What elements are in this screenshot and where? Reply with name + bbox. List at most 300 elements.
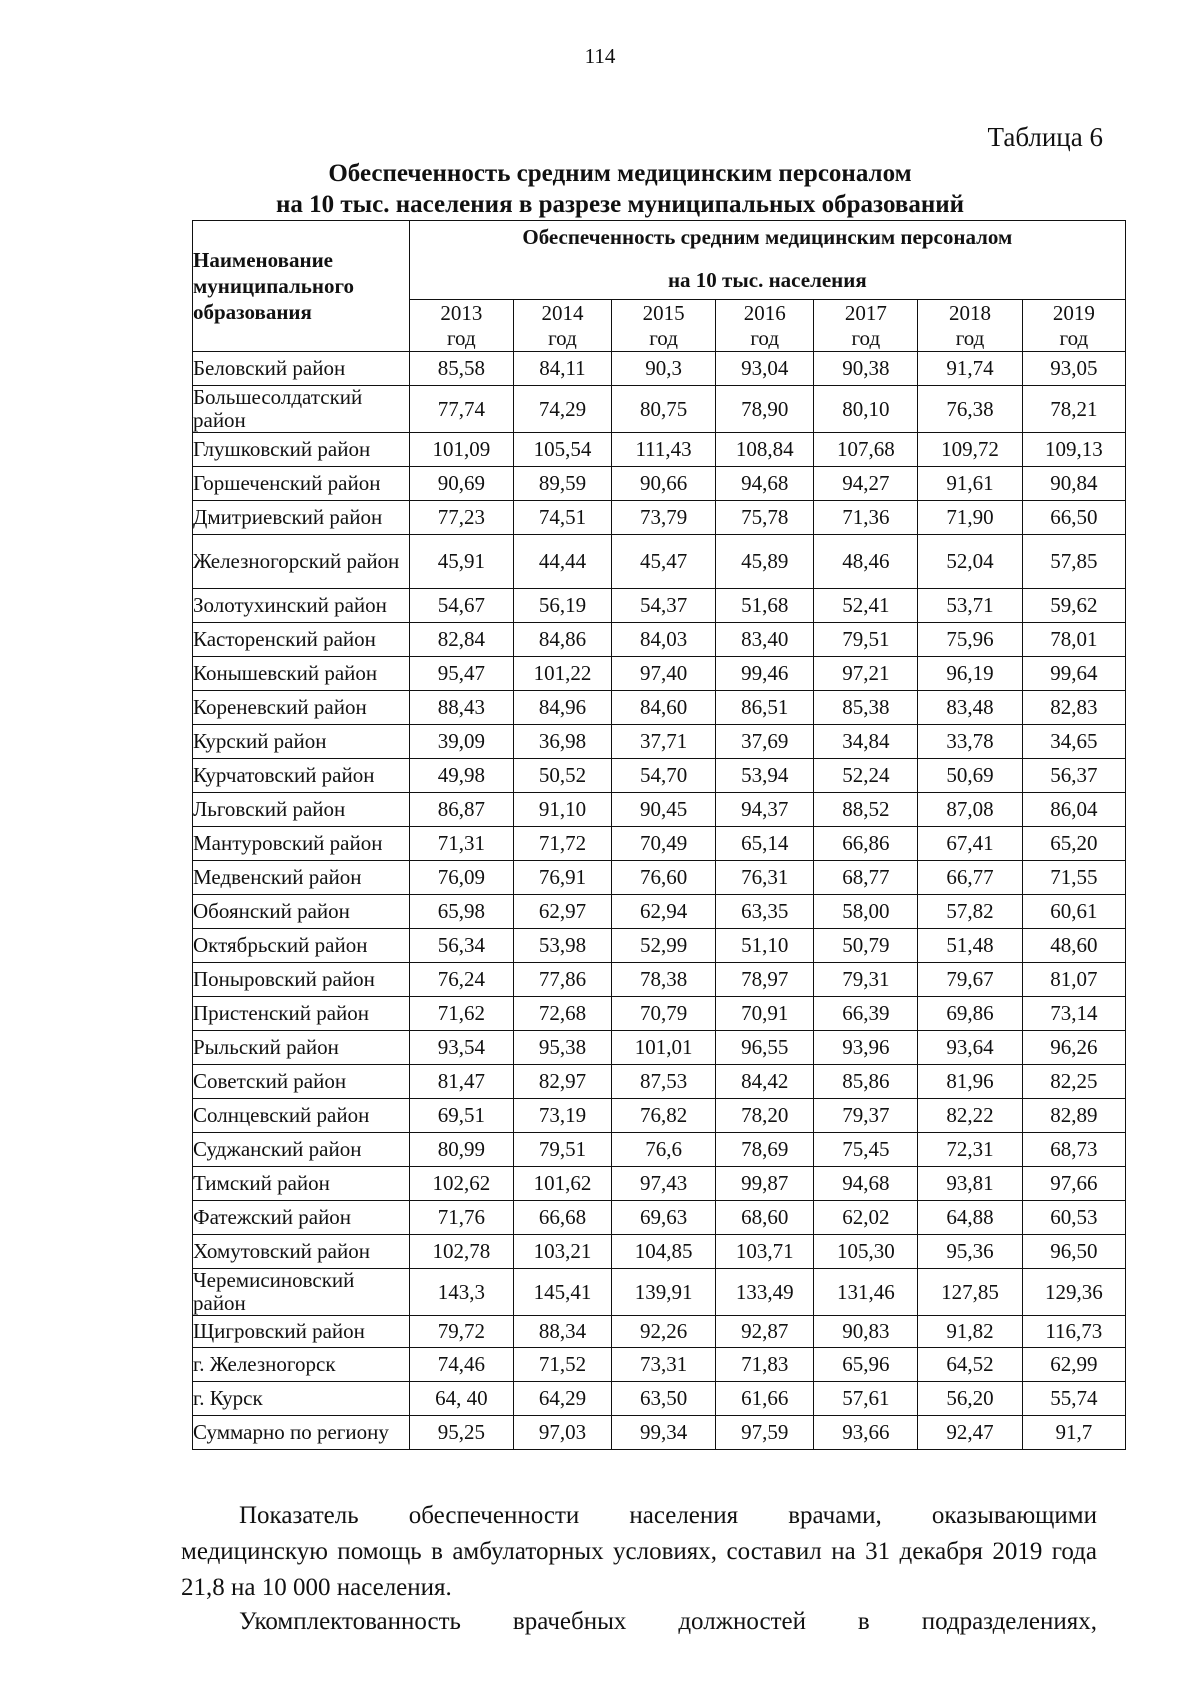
table-row <box>193 535 1126 589</box>
coverage-value: 66,39 <box>814 997 918 1031</box>
coverage-value: 53,94 <box>716 759 814 793</box>
coverage-value: 79,72 <box>409 1316 513 1348</box>
coverage-value: 82,22 <box>918 1099 1022 1133</box>
year-header: 2019 год <box>1022 300 1125 352</box>
coverage-value: 143,3 <box>409 1269 513 1316</box>
coverage-value: 48,60 <box>1022 929 1125 963</box>
coverage-value: 62,02 <box>814 1201 918 1235</box>
coverage-value: 93,96 <box>814 1031 918 1065</box>
coverage-value: 57,61 <box>814 1382 918 1416</box>
coverage-value: 90,66 <box>611 467 715 501</box>
coverage-value: 52,41 <box>814 589 918 623</box>
paragraph-outpatient-doctors <box>181 1498 1097 1606</box>
coverage-value: 87,53 <box>611 1065 715 1099</box>
coverage-value: 73,31 <box>611 1348 715 1382</box>
coverage-value: 103,71 <box>716 1235 814 1269</box>
coverage-value: 53,71 <box>918 589 1022 623</box>
coverage-value: 48,46 <box>814 535 918 589</box>
coverage-value: 56,20 <box>918 1382 1022 1416</box>
coverage-value: 133,49 <box>716 1269 814 1316</box>
coverage-value: 64,29 <box>513 1382 611 1416</box>
coverage-value: 95,47 <box>409 657 513 691</box>
district-name: Льговский район <box>193 793 410 827</box>
coverage-value: 73,19 <box>513 1099 611 1133</box>
coverage-value: 88,43 <box>409 691 513 725</box>
coverage-value: 78,97 <box>716 963 814 997</box>
coverage-value: 68,60 <box>716 1201 814 1235</box>
table-row <box>193 1167 1126 1201</box>
coverage-value: 90,38 <box>814 352 918 386</box>
coverage-value: 93,81 <box>918 1167 1022 1201</box>
coverage-value: 37,71 <box>611 725 715 759</box>
coverage-value: 109,72 <box>918 433 1022 467</box>
coverage-value: 87,08 <box>918 793 1022 827</box>
coverage-value: 107,68 <box>814 433 918 467</box>
coverage-value: 80,75 <box>611 386 715 433</box>
coverage-value: 127,85 <box>918 1269 1022 1316</box>
coverage-value: 78,21 <box>1022 386 1125 433</box>
district-name: Железногорский район <box>193 535 410 589</box>
district-name: Глушковский район <box>193 433 410 467</box>
table-title <box>190 158 1050 220</box>
coverage-value: 94,37 <box>716 793 814 827</box>
coverage-value: 51,10 <box>716 929 814 963</box>
district-name: Большесолдатский район <box>193 386 410 433</box>
coverage-value: 60,53 <box>1022 1201 1125 1235</box>
table-row <box>193 1201 1126 1235</box>
table-row <box>193 1065 1126 1099</box>
coverage-value: 36,98 <box>513 725 611 759</box>
coverage-value: 79,31 <box>814 963 918 997</box>
coverage-value: 63,35 <box>716 895 814 929</box>
coverage-value: 91,7 <box>1022 1416 1125 1450</box>
coverage-value: 92,47 <box>918 1416 1022 1450</box>
table-row <box>193 1235 1126 1269</box>
coverage-value: 80,10 <box>814 386 918 433</box>
district-name: Дмитриевский район <box>193 501 410 535</box>
coverage-value: 74,29 <box>513 386 611 433</box>
coverage-value: 81,47 <box>409 1065 513 1099</box>
coverage-value: 69,51 <box>409 1099 513 1133</box>
coverage-value: 54,70 <box>611 759 715 793</box>
coverage-value: 111,43 <box>611 433 715 467</box>
coverage-value: 72,31 <box>918 1133 1022 1167</box>
coverage-value: 66,86 <box>814 827 918 861</box>
district-name: Фатежский район <box>193 1201 410 1235</box>
coverage-value: 102,78 <box>409 1235 513 1269</box>
coverage-value: 78,01 <box>1022 623 1125 657</box>
table-row <box>193 691 1126 725</box>
coverage-group-header-line1: Обеспеченность средним медицинским персоналом <box>522 225 1013 249</box>
district-name: Конышевский район <box>193 657 410 691</box>
coverage-value: 63,50 <box>611 1382 715 1416</box>
coverage-value: 85,58 <box>409 352 513 386</box>
district-name: Пристенский район <box>193 997 410 1031</box>
year-header: 2015 год <box>611 300 715 352</box>
coverage-value: 76,6 <box>611 1133 715 1167</box>
district-name: г. Курск <box>193 1382 410 1416</box>
coverage-value: 68,73 <box>1022 1133 1125 1167</box>
coverage-value: 96,26 <box>1022 1031 1125 1065</box>
coverage-value: 52,04 <box>918 535 1022 589</box>
coverage-value: 78,20 <box>716 1099 814 1133</box>
coverage-value: 66,68 <box>513 1201 611 1235</box>
coverage-value: 44,44 <box>513 535 611 589</box>
year-header: 2016 год <box>716 300 814 352</box>
coverage-value: 96,19 <box>918 657 1022 691</box>
coverage-value: 71,72 <box>513 827 611 861</box>
table-row <box>193 1348 1126 1382</box>
coverage-value: 73,79 <box>611 501 715 535</box>
coverage-value: 82,89 <box>1022 1099 1125 1133</box>
coverage-value: 82,25 <box>1022 1065 1125 1099</box>
coverage-value: 66,50 <box>1022 501 1125 535</box>
coverage-value: 79,37 <box>814 1099 918 1133</box>
coverage-value: 51,48 <box>918 929 1022 963</box>
coverage-value: 77,86 <box>513 963 611 997</box>
coverage-value: 101,09 <box>409 433 513 467</box>
coverage-value: 75,45 <box>814 1133 918 1167</box>
coverage-value: 60,61 <box>1022 895 1125 929</box>
coverage-value: 76,24 <box>409 963 513 997</box>
coverage-value: 95,36 <box>918 1235 1022 1269</box>
coverage-value: 90,69 <box>409 467 513 501</box>
coverage-value: 57,85 <box>1022 535 1125 589</box>
coverage-value: 84,86 <box>513 623 611 657</box>
coverage-value: 96,55 <box>716 1031 814 1065</box>
district-name: Золотухинский район <box>193 589 410 623</box>
coverage-value: 50,69 <box>918 759 1022 793</box>
district-name: Щигровский район <box>193 1316 410 1348</box>
table-row <box>193 1316 1126 1348</box>
coverage-value: 76,60 <box>611 861 715 895</box>
coverage-value: 90,84 <box>1022 467 1125 501</box>
coverage-value: 105,30 <box>814 1235 918 1269</box>
year-header: 2013 год <box>409 300 513 352</box>
year-header: 2018 год <box>918 300 1022 352</box>
coverage-value: 116,73 <box>1022 1316 1125 1348</box>
coverage-value: 91,10 <box>513 793 611 827</box>
coverage-value: 61,66 <box>716 1382 814 1416</box>
coverage-value: 93,66 <box>814 1416 918 1450</box>
year-header: 2014 год <box>513 300 611 352</box>
coverage-value: 79,67 <box>918 963 1022 997</box>
coverage-value: 94,27 <box>814 467 918 501</box>
table-row <box>193 963 1126 997</box>
coverage-value: 54,67 <box>409 589 513 623</box>
coverage-value: 94,68 <box>814 1167 918 1201</box>
coverage-value: 81,07 <box>1022 963 1125 997</box>
coverage-value: 99,34 <box>611 1416 715 1450</box>
coverage-value: 71,76 <box>409 1201 513 1235</box>
coverage-value: 104,85 <box>611 1235 715 1269</box>
coverage-value: 101,01 <box>611 1031 715 1065</box>
district-name: Беловский район <box>193 352 410 386</box>
coverage-value: 105,54 <box>513 433 611 467</box>
district-name: Кореневский район <box>193 691 410 725</box>
coverage-value: 84,42 <box>716 1065 814 1099</box>
coverage-value: 91,74 <box>918 352 1022 386</box>
coverage-value: 93,05 <box>1022 352 1125 386</box>
paragraph-staffing: Укомплектованность врачебных должностей в подразделениях, <box>239 1608 1097 1635</box>
coverage-value: 93,64 <box>918 1031 1022 1065</box>
coverage-value: 72,68 <box>513 997 611 1031</box>
district-name: г. Железногорск <box>193 1348 410 1382</box>
table-row <box>193 501 1126 535</box>
coverage-value: 71,36 <box>814 501 918 535</box>
coverage-value: 79,51 <box>814 623 918 657</box>
paragraph-outpatient-doctors-rest: медицинскую помощь в амбулаторных условиях, составил на 31 декабря 2019 года 21,8 на 10 000 населения. <box>181 1538 1097 1601</box>
coverage-value: 89,59 <box>513 467 611 501</box>
coverage-value: 37,69 <box>716 725 814 759</box>
coverage-value: 68,77 <box>814 861 918 895</box>
coverage-value: 45,91 <box>409 535 513 589</box>
coverage-value: 79,51 <box>513 1133 611 1167</box>
coverage-value: 109,13 <box>1022 433 1125 467</box>
table-row <box>193 759 1126 793</box>
coverage-value: 78,90 <box>716 386 814 433</box>
district-name: Советский район <box>193 1065 410 1099</box>
coverage-value: 82,97 <box>513 1065 611 1099</box>
table-row <box>193 725 1126 759</box>
coverage-value: 64,88 <box>918 1201 1022 1235</box>
coverage-value: 96,50 <box>1022 1235 1125 1269</box>
district-name: Курский район <box>193 725 410 759</box>
coverage-value: 76,31 <box>716 861 814 895</box>
coverage-value: 88,52 <box>814 793 918 827</box>
coverage-value: 65,98 <box>409 895 513 929</box>
coverage-value: 52,24 <box>814 759 918 793</box>
coverage-value: 108,84 <box>716 433 814 467</box>
table-row <box>193 433 1126 467</box>
coverage-value: 77,74 <box>409 386 513 433</box>
coverage-value: 129,36 <box>1022 1269 1125 1316</box>
coverage-value: 83,40 <box>716 623 814 657</box>
coverage-value: 71,55 <box>1022 861 1125 895</box>
table-row <box>193 827 1126 861</box>
coverage-value: 80,99 <box>409 1133 513 1167</box>
coverage-value: 54,37 <box>611 589 715 623</box>
coverage-value: 78,38 <box>611 963 715 997</box>
coverage-value: 62,97 <box>513 895 611 929</box>
coverage-value: 67,41 <box>918 827 1022 861</box>
coverage-value: 97,43 <box>611 1167 715 1201</box>
coverage-value: 84,11 <box>513 352 611 386</box>
district-name-header: Наименование муниципального образования <box>193 221 410 352</box>
coverage-value: 64, 40 <box>409 1382 513 1416</box>
coverage-value: 56,34 <box>409 929 513 963</box>
table-label: Таблица 6 <box>987 122 1103 152</box>
table-row <box>193 467 1126 501</box>
coverage-value: 65,14 <box>716 827 814 861</box>
district-name: Медвенский район <box>193 861 410 895</box>
coverage-value: 70,91 <box>716 997 814 1031</box>
coverage-group-header <box>409 221 1125 300</box>
coverage-value: 45,89 <box>716 535 814 589</box>
coverage-value: 71,83 <box>716 1348 814 1382</box>
paragraph-outpatient-doctors-line1: Показатель обеспеченности населения врачами, оказывающими <box>239 1502 1097 1529</box>
table-row <box>193 1269 1126 1316</box>
table-row <box>193 861 1126 895</box>
table-row <box>193 1099 1126 1133</box>
coverage-value: 82,84 <box>409 623 513 657</box>
coverage-value: 88,34 <box>513 1316 611 1348</box>
table-row <box>193 386 1126 433</box>
district-name: Рыльский район <box>193 1031 410 1065</box>
coverage-value: 56,19 <box>513 589 611 623</box>
coverage-value: 39,09 <box>409 725 513 759</box>
coverage-value: 102,62 <box>409 1167 513 1201</box>
coverage-value: 51,68 <box>716 589 814 623</box>
table-row <box>193 1416 1126 1450</box>
coverage-value: 34,65 <box>1022 725 1125 759</box>
coverage-value: 139,91 <box>611 1269 715 1316</box>
coverage-value: 71,90 <box>918 501 1022 535</box>
coverage-value: 50,79 <box>814 929 918 963</box>
district-name: Солнцевский район <box>193 1099 410 1133</box>
coverage-value: 90,45 <box>611 793 715 827</box>
coverage-value: 49,98 <box>409 759 513 793</box>
page-number: 114 <box>584 44 616 68</box>
coverage-value: 92,87 <box>716 1316 814 1348</box>
coverage-value: 64,52 <box>918 1348 1022 1382</box>
coverage-value: 50,52 <box>513 759 611 793</box>
district-name: Октябрьский район <box>193 929 410 963</box>
year-header: 2017 год <box>814 300 918 352</box>
coverage-value: 69,86 <box>918 997 1022 1031</box>
table-row <box>193 657 1126 691</box>
coverage-value: 86,51 <box>716 691 814 725</box>
coverage-value: 93,04 <box>716 352 814 386</box>
coverage-value: 86,87 <box>409 793 513 827</box>
coverage-value: 84,96 <box>513 691 611 725</box>
district-name: Хомутовский район <box>193 1235 410 1269</box>
coverage-value: 92,26 <box>611 1316 715 1348</box>
coverage-value: 90,83 <box>814 1316 918 1348</box>
table-row <box>193 1031 1126 1065</box>
table-row <box>193 1382 1126 1416</box>
table-row <box>193 1133 1126 1167</box>
table-row <box>193 793 1126 827</box>
district-name: Суджанский район <box>193 1133 410 1167</box>
coverage-value: 83,48 <box>918 691 1022 725</box>
coverage-value: 75,78 <box>716 501 814 535</box>
coverage-value: 94,68 <box>716 467 814 501</box>
coverage-value: 90,3 <box>611 352 715 386</box>
coverage-value: 76,82 <box>611 1099 715 1133</box>
coverage-value: 99,87 <box>716 1167 814 1201</box>
coverage-value: 74,46 <box>409 1348 513 1382</box>
coverage-value: 65,20 <box>1022 827 1125 861</box>
district-name: Мантуровский район <box>193 827 410 861</box>
coverage-value: 59,62 <box>1022 589 1125 623</box>
coverage-value: 91,61 <box>918 467 1022 501</box>
coverage-value: 99,46 <box>716 657 814 691</box>
coverage-value: 76,09 <box>409 861 513 895</box>
coverage-value: 53,98 <box>513 929 611 963</box>
coverage-value: 145,41 <box>513 1269 611 1316</box>
coverage-value: 85,86 <box>814 1065 918 1099</box>
table-title-line2: на 10 тыс. населения в разрезе муниципальных образований <box>275 191 965 218</box>
coverage-value: 86,04 <box>1022 793 1125 827</box>
coverage-value: 52,99 <box>611 929 715 963</box>
table-title-line1: Обеспеченность средним медицинским персоналом <box>328 160 912 187</box>
coverage-value: 84,03 <box>611 623 715 657</box>
coverage-value: 71,52 <box>513 1348 611 1382</box>
coverage-value: 101,22 <box>513 657 611 691</box>
coverage-value: 57,82 <box>918 895 1022 929</box>
coverage-value: 56,37 <box>1022 759 1125 793</box>
coverage-value: 97,40 <box>611 657 715 691</box>
coverage-value: 101,62 <box>513 1167 611 1201</box>
table-row <box>193 589 1126 623</box>
coverage-value: 71,31 <box>409 827 513 861</box>
coverage-value: 71,62 <box>409 997 513 1031</box>
table-row <box>193 895 1126 929</box>
coverage-value: 65,96 <box>814 1348 918 1382</box>
coverage-group-header-line2: на 10 тыс. населения <box>667 268 867 292</box>
district-name: Обоянский район <box>193 895 410 929</box>
coverage-value: 78,69 <box>716 1133 814 1167</box>
table-row <box>193 352 1126 386</box>
coverage-value: 76,91 <box>513 861 611 895</box>
district-name: Курчатовский район <box>193 759 410 793</box>
coverage-value: 95,38 <box>513 1031 611 1065</box>
coverage-value: 62,94 <box>611 895 715 929</box>
coverage-value: 58,00 <box>814 895 918 929</box>
district-name: Черемисиновский район <box>193 1269 410 1316</box>
coverage-value: 75,96 <box>918 623 1022 657</box>
coverage-value: 95,25 <box>409 1416 513 1450</box>
coverage-value: 93,54 <box>409 1031 513 1065</box>
coverage-value: 91,82 <box>918 1316 1022 1348</box>
coverage-value: 76,38 <box>918 386 1022 433</box>
coverage-value: 33,78 <box>918 725 1022 759</box>
coverage-value: 77,23 <box>409 501 513 535</box>
coverage-value: 84,60 <box>611 691 715 725</box>
table-row <box>193 623 1126 657</box>
coverage-value: 70,79 <box>611 997 715 1031</box>
coverage-value: 97,03 <box>513 1416 611 1450</box>
coverage-value: 97,66 <box>1022 1167 1125 1201</box>
coverage-value: 81,96 <box>918 1065 1022 1099</box>
coverage-value: 97,21 <box>814 657 918 691</box>
district-name: Суммарно по региону <box>193 1416 410 1450</box>
coverage-value: 85,38 <box>814 691 918 725</box>
coverage-table <box>192 220 1126 1450</box>
coverage-value: 66,77 <box>918 861 1022 895</box>
coverage-value: 103,21 <box>513 1235 611 1269</box>
coverage-value: 34,84 <box>814 725 918 759</box>
coverage-value: 73,14 <box>1022 997 1125 1031</box>
coverage-value: 99,64 <box>1022 657 1125 691</box>
coverage-value: 131,46 <box>814 1269 918 1316</box>
coverage-value: 55,74 <box>1022 1382 1125 1416</box>
table-row <box>193 929 1126 963</box>
coverage-value: 82,83 <box>1022 691 1125 725</box>
table-row <box>193 997 1126 1031</box>
district-name: Горшеченский район <box>193 467 410 501</box>
district-name: Тимский район <box>193 1167 410 1201</box>
district-name: Поныровский район <box>193 963 410 997</box>
district-name: Касторенский район <box>193 623 410 657</box>
coverage-value: 62,99 <box>1022 1348 1125 1382</box>
coverage-value: 69,63 <box>611 1201 715 1235</box>
coverage-value: 97,59 <box>716 1416 814 1450</box>
coverage-value: 70,49 <box>611 827 715 861</box>
coverage-value: 74,51 <box>513 501 611 535</box>
coverage-value: 45,47 <box>611 535 715 589</box>
